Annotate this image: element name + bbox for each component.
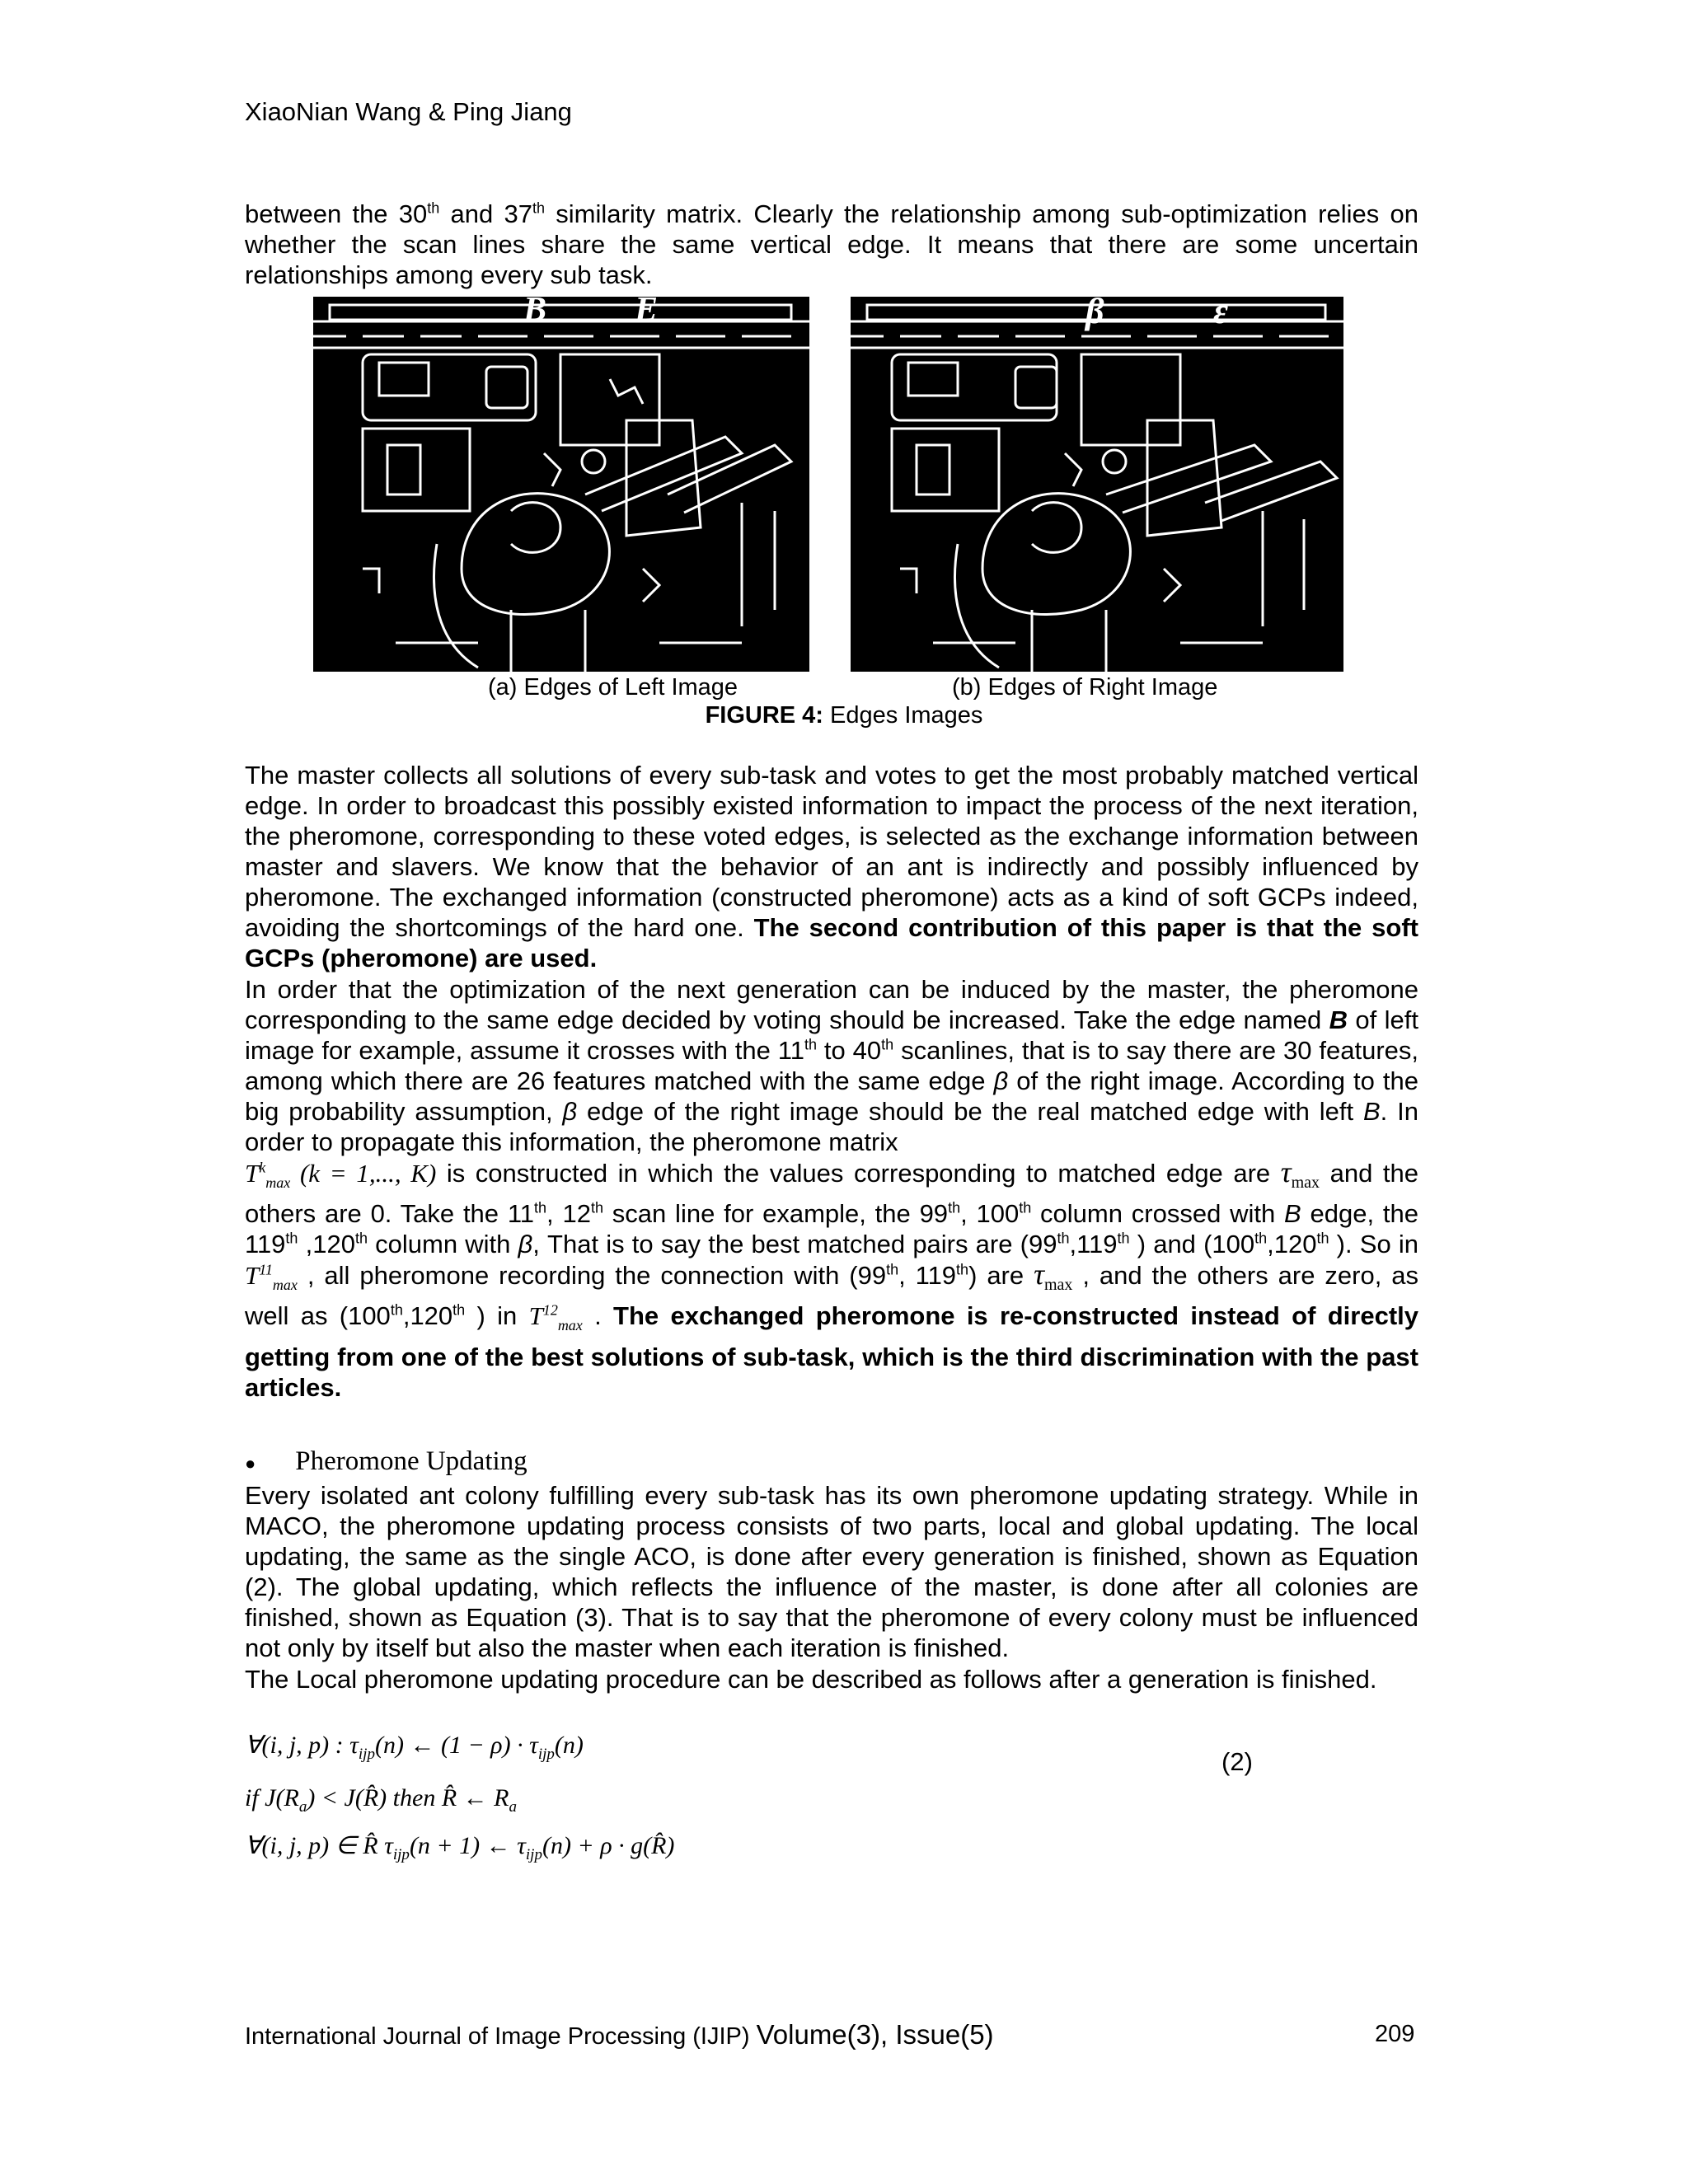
footer-journal: International Journal of Image Processing (IJIP) Volume(3), Issue(5)	[245, 2019, 994, 2050]
math-tau-max: $\tau_{max}$	[1280, 1155, 1320, 1193]
intro-paragraph: between the 30th and 37th similarity matrix. Clearly the relationship among sub-optimization relies on whether the scan lines share the same vertical edge. It means that there are some uncertain relationships among every sub task.	[245, 199, 1418, 289]
paragraph-master-collects: The master collects all solutions of every sub-task and votes to get the most probably matched vertical edge. In order to broadcast this possibly existed information to impact the process of the next iteration, the pheromone, corresponding to these voted edges, is selected as the exchange information between master and slavers. We know that the behavior of an ant is indirectly and possibly influenced by pheromone. The exchanged information (constructed pheromone) acts as a kind of soft GCPs indeed, avoiding the shortcomings of the hard one. The second contribution of this paper is that the soft GCPs (pheromone) are used.	[245, 761, 1418, 972]
bullet-pheromone-updating: ● Pheromone Updating	[245, 1446, 528, 1476]
equation-number: (2)	[1221, 1747, 1253, 1776]
paragraph-every-isolated-colony: Every isolated ant colony fulfilling every sub-task has its own pheromone updating strategy. While in MACO, the pheromone updating process consists of two parts, local and global updating. The local updating, the same as the single ACO, is done after every generation is finished, shown as Equation (2). The global updating, which reflects the influence of the master, is done after all colonies are finished, shown as Equation (3). That is to say that the pheromone of every colony must be influenced not only by itself but also the master when each iteration is finished.	[245, 1481, 1418, 1662]
footer-page-number: 209	[1375, 2021, 1415, 2047]
equation-line-3: ∀(i, j, p) ∈ R̂ $\tau_{ijp}(n + 1)$ ← $\tau_{ijp}(n) + \rho$ · g(R̂)	[245, 1832, 675, 1863]
running-header: XiaoNian Wang & Ping Jiang	[245, 97, 572, 126]
equation-line-1: ∀(i, j, p) : $\tau_{ijp}(n)$ ← $(1 - \rho) \cdot \tau_{ijp}(n)$	[245, 1732, 584, 1763]
figure-left-caption: (a) Edges of Left Image	[488, 674, 738, 701]
paragraph-local-updating-intro: The Local pheromone updating procedure can be described as follows after a generation is finished.	[245, 1665, 1377, 1694]
figure-right-caption: (b) Edges of Right Image	[952, 674, 1218, 701]
left-edge-mark-B: B	[523, 297, 547, 329]
figure-right-edges-image	[851, 297, 1343, 672]
figure-left-edges-image	[313, 297, 809, 672]
math-Tkmax: $T^k_{max}$ (k = 1,..., K)	[245, 1159, 437, 1192]
right-edge-mark-beta: β	[1085, 297, 1104, 331]
paragraph-pheromone-matrix: In order that the optimization of the next generation can be induced by the master, the pheromone corresponding to the same edge decided by voting should be increased. Take the edge named B of left image for example, assume it crosses with the 11th to 40th scanlines, that is to say there are 30 features, among which there are 26 features matched with the same edge β of the right image. According to the big probability assumption, β edge of the right image should be the real matched edge with left B. In order to propagate this information, the pheromone matrix $T^k_{max}$ (k = 1,..., K) is constructed in which the values corresponding to matched edge are $\tau_{max}$ and the others are 0. Take the 11th, 12th scan line for example, the 99th, 100th column crossed with B edge, the 119th ,120th column with β, That is to say the best matched pairs are (99th,119th ) and (100th,120th ). So in $T^{11}_{max}$ , all pheromone recording the connection with (99th, 119th) are $\tau_{max}$ , and the others are zero, as well as (100th,120th ) in $T^{12}_{max}$ . The exchanged pheromone is re-constructed instead of directly getting from one of the best solutions of sub-task, which is the third discrimination with the past articles.	[245, 975, 1419, 1402]
left-edge-mark-E: E	[635, 297, 659, 329]
equation-line-2: if $J(R_a)$ < J(R̂) then R̂ ← $R_a$	[245, 1784, 517, 1816]
math-T11max: $T^{11}_{max}$	[245, 1261, 298, 1294]
figure-title: FIGURE 4: Edges Images	[705, 702, 983, 729]
right-edge-mark-epsilon: ε	[1213, 297, 1229, 331]
math-T12max: $T^{12}_{max}$	[528, 1301, 583, 1334]
bullet-dot-icon: ●	[245, 1453, 256, 1474]
